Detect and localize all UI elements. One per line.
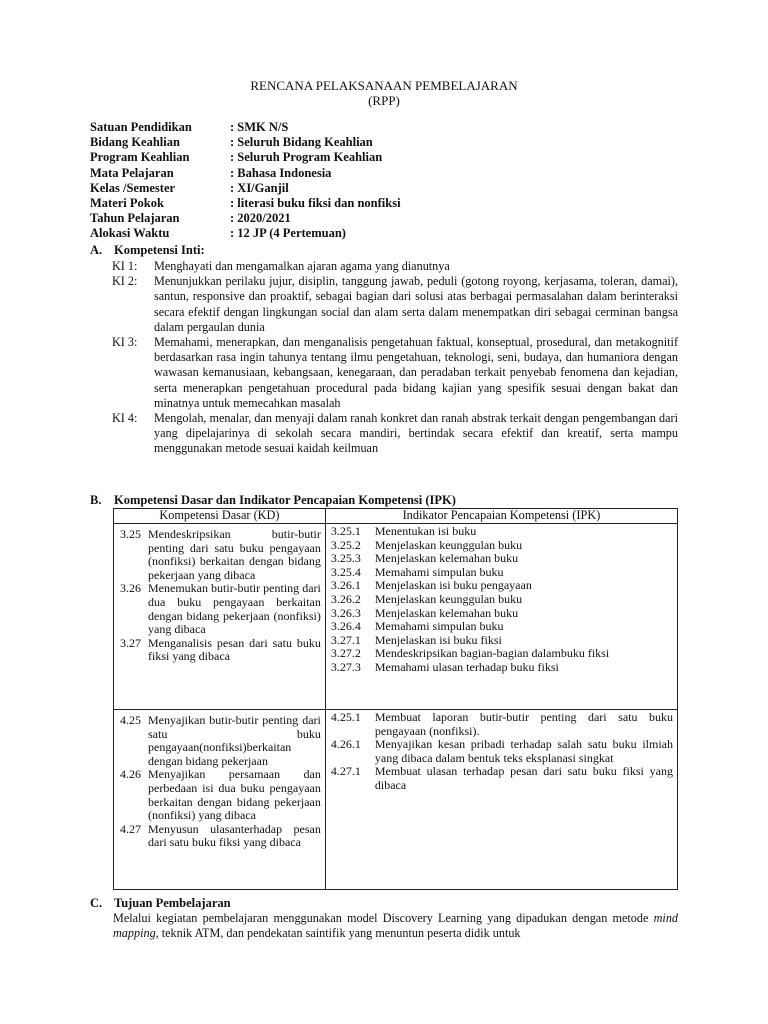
identity-label: Alokasi Waktu [90, 226, 170, 241]
ki-item [112, 259, 678, 274]
identity-row [90, 150, 401, 165]
ipk-item [331, 539, 673, 553]
ipk-item [331, 620, 673, 634]
ipk-item [331, 765, 673, 792]
ki-text: Mengolah, menalar, dan menyaji dalam ranah konkret dan ranah abstrak terkait dengan pengembangan dari yang dipelajarinya di sekolah secara mandiri, bertindak secara efektif dan kreatif, serta mampu menggunakan metode sesuai kaidah keilmuan [154, 411, 678, 456]
identity-row [90, 181, 401, 196]
ipk-text: Menjelaskan keunggulan buku [374, 591, 523, 606]
kd-item [120, 528, 321, 582]
identity-row [90, 135, 401, 150]
ipk-text: Memahami ulasan terhadap buku fiksi [374, 659, 559, 674]
kd-text: Menyusun ulasanterhadap pesan dari satu buku fiksi yang dibaca [148, 821, 321, 850]
ipk-text: Menentukan isi buku [374, 524, 477, 538]
ipk-item [331, 607, 673, 621]
identity-value: : Seluruh Program Keahlian [230, 150, 383, 165]
kd-number: 3.27 [120, 635, 141, 650]
ipk3-cell [326, 524, 677, 675]
kd-item [120, 637, 321, 664]
kd-text: Menganalisis pesan dari satu buku fiksi yang dibaca [148, 635, 321, 664]
ipk-text: Menjelaskan isi buku fiksi [374, 632, 502, 647]
identity-value: : XI/Ganjil [230, 180, 289, 195]
identity-row [90, 166, 401, 181]
ipk-column-header: Indikator Pencapaian Kompetensi (IPK) [325, 509, 677, 524]
ipk-item [331, 738, 673, 765]
ipk-number: 3.27.3 [330, 659, 361, 674]
ipk-number: 3.25.2 [330, 537, 361, 552]
ipk-item [331, 661, 673, 675]
identity-row [90, 120, 401, 135]
ipk-number: 3.26.2 [330, 591, 361, 606]
ipk-text: Membuat ulasan terhadap pesan dari satu buku fiksi yang dibaca [374, 764, 673, 792]
kd-number: 4.26 [120, 767, 141, 782]
identity-value: : 12 JP (4 Pertemuan) [230, 226, 346, 241]
ki-item [112, 411, 678, 457]
kd-text: Menyajikan butir-butir penting dari satu buku pengayaan(nonfiksi)berkaitan dengan bidang pekerjaan [148, 713, 321, 768]
kd-number: 3.26 [120, 581, 141, 596]
ipk-text: Menyajikan kesan pribadi terhadap salah satu buku ilmiah yang dibaca dalam bentuk teks eksplanasi singkat [374, 737, 673, 765]
section-c-heading: C. Tujuan Pembelajaran [90, 896, 231, 910]
kd-ipk-table [113, 508, 678, 890]
identity-value: : Seluruh Bidang Keahlian [230, 135, 373, 150]
identity-row [90, 211, 401, 226]
kompetensi-inti-list [112, 259, 678, 457]
ipk-text: Menjelaskan kelemahan buku [374, 605, 519, 620]
ki-label: KI 3: [112, 335, 138, 350]
tujuan-paragraph: Melalui kegiatan pembelajaran menggunakan model Discovery Learning yang dipadukan dengan metode mind mapping, teknik ATM, dan pendekatan saintifik yang menuntun peserta didik untuk [113, 911, 678, 940]
ipk-number: 3.26.1 [330, 578, 361, 593]
ipk-number: 3.25.3 [330, 551, 361, 566]
ki-text: Memahami, menerapkan, dan menganalisis pengetahuan faktual, konseptual, prosedural, dan metakognitif berdasarkan rasa ingin tahunya tentang ilmu pengetahuan, teknologi, seni, budaya, dan humaniora dengan wawasan kemanusiaan, kebangsaan, kenegaraan, dan peradaban terkait penyebab fenomena dan kejadian, serta menerapkan pengetahuan procedural pada bidang kajian yang spesifik sesuai dengan bakat dan minatnya untuk memecahkan masalah [154, 335, 678, 410]
kd-number: 3.25 [120, 527, 141, 541]
ki-label: KI 1: [112, 259, 138, 273]
kd-number: 4.25 [120, 713, 141, 727]
ipk-item [331, 525, 673, 539]
ipk4-cell [326, 710, 677, 793]
kd-column-header: Kompetensi Dasar (KD) [114, 509, 326, 524]
identity-label: Materi Pokok [90, 196, 164, 211]
ipk-text: Memahami simpulan buku [374, 619, 504, 634]
ki-label: KI 4: [112, 411, 138, 426]
ki-label: KI 2: [112, 274, 138, 289]
kd-text: Menyajikan persamaan dan perbedaan isi dua buku pengayaan berkaitan dengan bidang pekerjaan (nonfiksi) yang dibaca [148, 767, 321, 823]
identity-label: Satuan Pendidikan [90, 120, 192, 134]
section-a-heading: A. Kompetensi Inti: [90, 243, 205, 257]
kd-number: 4.27 [120, 821, 141, 836]
identity-block [90, 120, 401, 242]
ipk-number: 3.26.4 [330, 619, 361, 634]
identity-value: : literasi buku fiksi dan nonfiksi [230, 196, 401, 211]
kd-item [120, 714, 321, 768]
ipk-number: 3.26.3 [330, 605, 361, 620]
ipk-number: 4.25.1 [330, 710, 361, 724]
kd3-cell [114, 524, 325, 664]
identity-value: : 2020/2021 [230, 211, 291, 226]
identity-row [90, 226, 401, 241]
ipk-text: Membuat laporan butir-butir penting dari satu buku pengayaan (nonfiksi). [374, 710, 673, 738]
kd-text: Menemukan butir-butir penting dari dua buku pengayaan berkaitan dengan bidang pekerjaan (nonfiksi) yang dibaca [148, 581, 321, 637]
ki-text: Menghayati dan mengamalkan ajaran agama yang dianutnya [154, 259, 450, 273]
identity-label: Tahun Pelajaran [90, 211, 180, 226]
ipk-number: 4.27.1 [330, 764, 361, 779]
identity-value: : SMK N/S [230, 120, 289, 134]
identity-label: Program Keahlian [90, 150, 190, 165]
ipk-number: 3.27.1 [330, 632, 361, 647]
ipk-item [331, 593, 673, 607]
identity-value: : Bahasa Indonesia [230, 165, 332, 180]
ipk-number: 3.25.4 [330, 564, 361, 579]
kd4-cell [114, 710, 325, 850]
document-subtitle: (RPP) [368, 93, 400, 108]
ipk-item [331, 634, 673, 648]
kd-item [120, 823, 321, 850]
identity-label: Mata Pelajaran [90, 165, 174, 180]
kd-item [120, 768, 321, 822]
ipk-item [331, 552, 673, 566]
ipk-number: 4.26.1 [330, 737, 361, 752]
ki-item [112, 274, 678, 335]
ki-text: Menunjukkan perilaku jujur, disiplin, tanggung jawab, peduli (gotong royong, kerjasama, toleran, damai), santun, responsive dan proaktif, sebagai bagian dari solusi atas berbagai permasalahan dalam berinteraksi secara efektif dengan lingkungan social dan alam serta dalam menempatkan diri sebagai cerminan bangsa dalam pergaulan dunia [154, 274, 678, 334]
document-title: RENCANA PELAKSANAAN PEMBELAJARAN [250, 78, 518, 93]
ipk-number: 3.25.1 [330, 524, 361, 538]
kd-item [120, 582, 321, 636]
kd-text: Mendeskripsikan butir-butir penting dari satu buku pengayaan (nonfiksi) berkaitan dengan bidang pekerjaan yang dibaca [148, 527, 321, 582]
ipk-text: Memahami simpulan buku [374, 564, 504, 579]
ipk-text: Menjelaskan kelemahan buku [374, 551, 519, 566]
ipk-item [331, 579, 673, 593]
section-b-heading: B. Kompetensi Dasar dan Indikator Pencapaian Kompetensi (IPK) [90, 493, 456, 507]
identity-label: Bidang Keahlian [90, 135, 180, 150]
ipk-number: 3.27.2 [330, 646, 361, 661]
ipk-item [331, 711, 673, 738]
ipk-text: Menjelaskan isi buku pengayaan [374, 578, 532, 593]
ipk-text: Mendeskripsikan bagian-bagian dalambuku fiksi [374, 646, 610, 661]
ipk-text: Menjelaskan keunggulan buku [374, 537, 523, 552]
identity-row [90, 196, 401, 211]
ipk-item [331, 566, 673, 580]
identity-label: Kelas /Semester [90, 180, 176, 195]
ipk-item [331, 647, 673, 661]
ki-item [112, 335, 678, 411]
